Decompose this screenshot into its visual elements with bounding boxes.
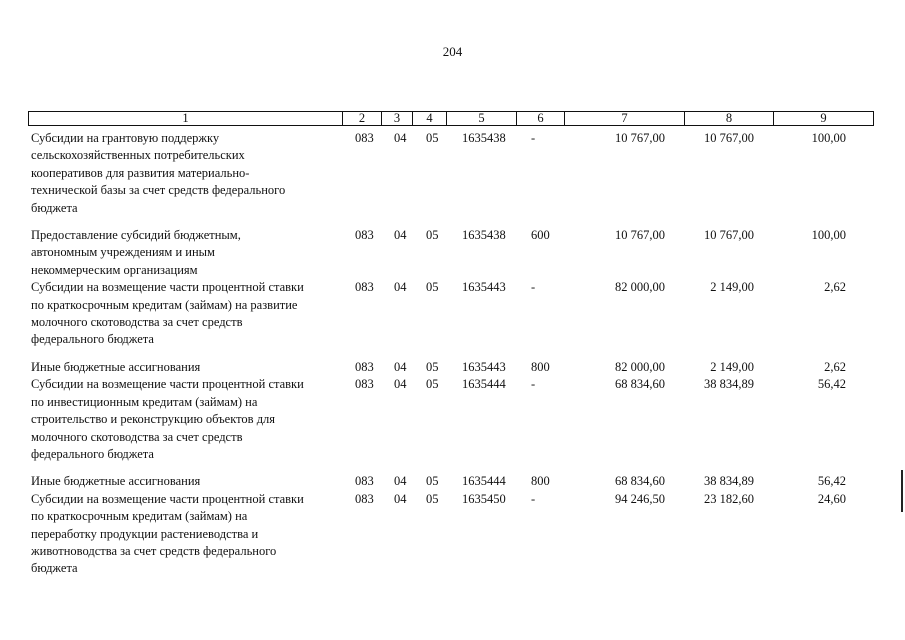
target-article-code: 1635438 [462,131,506,145]
column-number-header [28,111,874,126]
executed-amount: 10 767,00 [704,228,754,243]
execution-percent: 56,42 [817,474,846,489]
target-article-code: 1635443 [462,280,506,295]
execution-percent: 56,42 [817,377,846,392]
planned-amount: 94 246,50 [615,491,665,506]
subsection-code: 05 [426,491,439,506]
table-row [28,227,858,279]
ministry-code: 083 [355,474,374,489]
description-line: переработку продукции растениеводства и [31,526,259,541]
section-code: 04 [394,474,407,489]
description-line: некоммерческим организациям [31,262,198,277]
subsection-code: 05 [426,280,439,295]
ministry-code: 083 [355,359,374,374]
budget-table-body [28,130,858,578]
description-line: федерального бюджета [31,446,154,461]
subsection-code: 05 [426,359,439,374]
description-line: Иные бюджетные ассигнования [31,474,201,489]
row-description [31,227,341,279]
description-line: сельскохозяйственных потребительских [31,148,245,163]
executed-amount: 38 834,89 [704,377,754,392]
planned-amount: 10 767,00 [615,228,665,243]
expense-type-code: - [531,377,536,392]
header-col-4: 4 [413,112,447,126]
description-line: автономным учреждениям и иным [31,245,215,260]
description-line: Субсидии на возмещение части процентной ставки [31,491,304,506]
planned-amount: 68 834,60 [615,474,665,489]
section-code: 04 [394,359,407,374]
expense-type-code: - [531,280,536,295]
ministry-code: 083 [355,280,374,295]
executed-amount: 10 767,00 [704,131,754,145]
header-col-3: 3 [382,112,413,126]
description-line: кооперативов для развития материально- [31,165,250,180]
execution-percent: 2,62 [824,359,846,374]
description-line: бюджета [31,561,78,576]
header-col-6: 6 [517,112,565,126]
planned-amount: 82 000,00 [615,359,665,374]
execution-percent: 100,00 [811,228,846,243]
planned-amount: 68 834,60 [615,377,665,392]
row-description [31,491,341,578]
expense-type-code: 600 [531,228,550,243]
ministry-code: 083 [355,491,374,506]
execution-percent: 2,62 [824,280,846,295]
header-col-1: 1 [29,112,343,126]
row-description [31,130,341,217]
executed-amount: 2 149,00 [710,359,754,374]
table-row [28,279,858,349]
section-code: 04 [394,377,407,392]
description-line: строительство и реконструкцию объектов для [31,412,276,427]
page-number: 204 [442,44,463,59]
ministry-code: 083 [355,131,374,145]
header-col-9: 9 [774,112,874,126]
planned-amount: 10 767,00 [615,131,665,145]
target-article-code: 1635443 [462,359,506,374]
table-row [28,491,858,578]
ministry-code: 083 [355,377,374,392]
description-line: Иные бюджетные ассигнования [31,359,201,374]
description-line: бюджета [31,200,78,215]
table-row [28,359,858,376]
target-article-code: 1635438 [462,228,506,243]
description-line: Субсидии на грантовую поддержку [31,131,220,145]
description-line: молочного скотоводства за счет средств [31,315,243,330]
description-line: технической базы за счет средств федерального [31,183,286,198]
table-row [28,376,858,463]
header-col-7: 7 [565,112,685,126]
row-description [31,473,341,490]
expense-type-code: - [531,131,536,145]
ministry-code: 083 [355,228,374,243]
subsection-code: 05 [426,228,439,243]
section-code: 04 [394,491,407,506]
expense-type-code: 800 [531,474,550,489]
description-line: по краткосрочным кредитам (займам) на [31,509,248,524]
subsection-code: 05 [426,131,439,145]
subsection-code: 05 [426,377,439,392]
executed-amount: 38 834,89 [704,474,754,489]
executed-amount: 2 149,00 [710,280,754,295]
row-description [31,279,341,349]
scan-edge-mark [901,470,903,512]
execution-percent: 100,00 [811,131,846,145]
description-line: Субсидии на возмещение части процентной ставки [31,280,304,295]
header-col-8: 8 [685,112,774,126]
description-line: Субсидии на возмещение части процентной ставки [31,377,304,392]
table-row [28,473,858,490]
description-line: федерального бюджета [31,332,154,347]
section-code: 04 [394,131,407,145]
planned-amount: 82 000,00 [615,280,665,295]
target-article-code: 1635450 [462,491,506,506]
section-code: 04 [394,280,407,295]
description-line: животноводства за счет средств федерального [31,543,277,558]
description-line: молочного скотоводства за счет средств [31,429,243,444]
target-article-code: 1635444 [462,377,506,392]
description-line: по инвестиционным кредитам (займам) на [31,394,258,409]
executed-amount: 23 182,60 [704,491,754,506]
section-code: 04 [394,228,407,243]
expense-type-code: 800 [531,359,550,374]
row-description [31,376,341,463]
row-description [31,359,341,376]
description-line: Предоставление субсидий бюджетным, [31,228,241,243]
description-line: по краткосрочным кредитам (займам) на развитие [31,297,298,312]
header-col-2: 2 [343,112,382,126]
expense-type-code: - [531,491,536,506]
header-col-5: 5 [447,112,517,126]
subsection-code: 05 [426,474,439,489]
table-row [28,130,858,217]
execution-percent: 24,60 [817,491,846,506]
target-article-code: 1635444 [462,474,506,489]
